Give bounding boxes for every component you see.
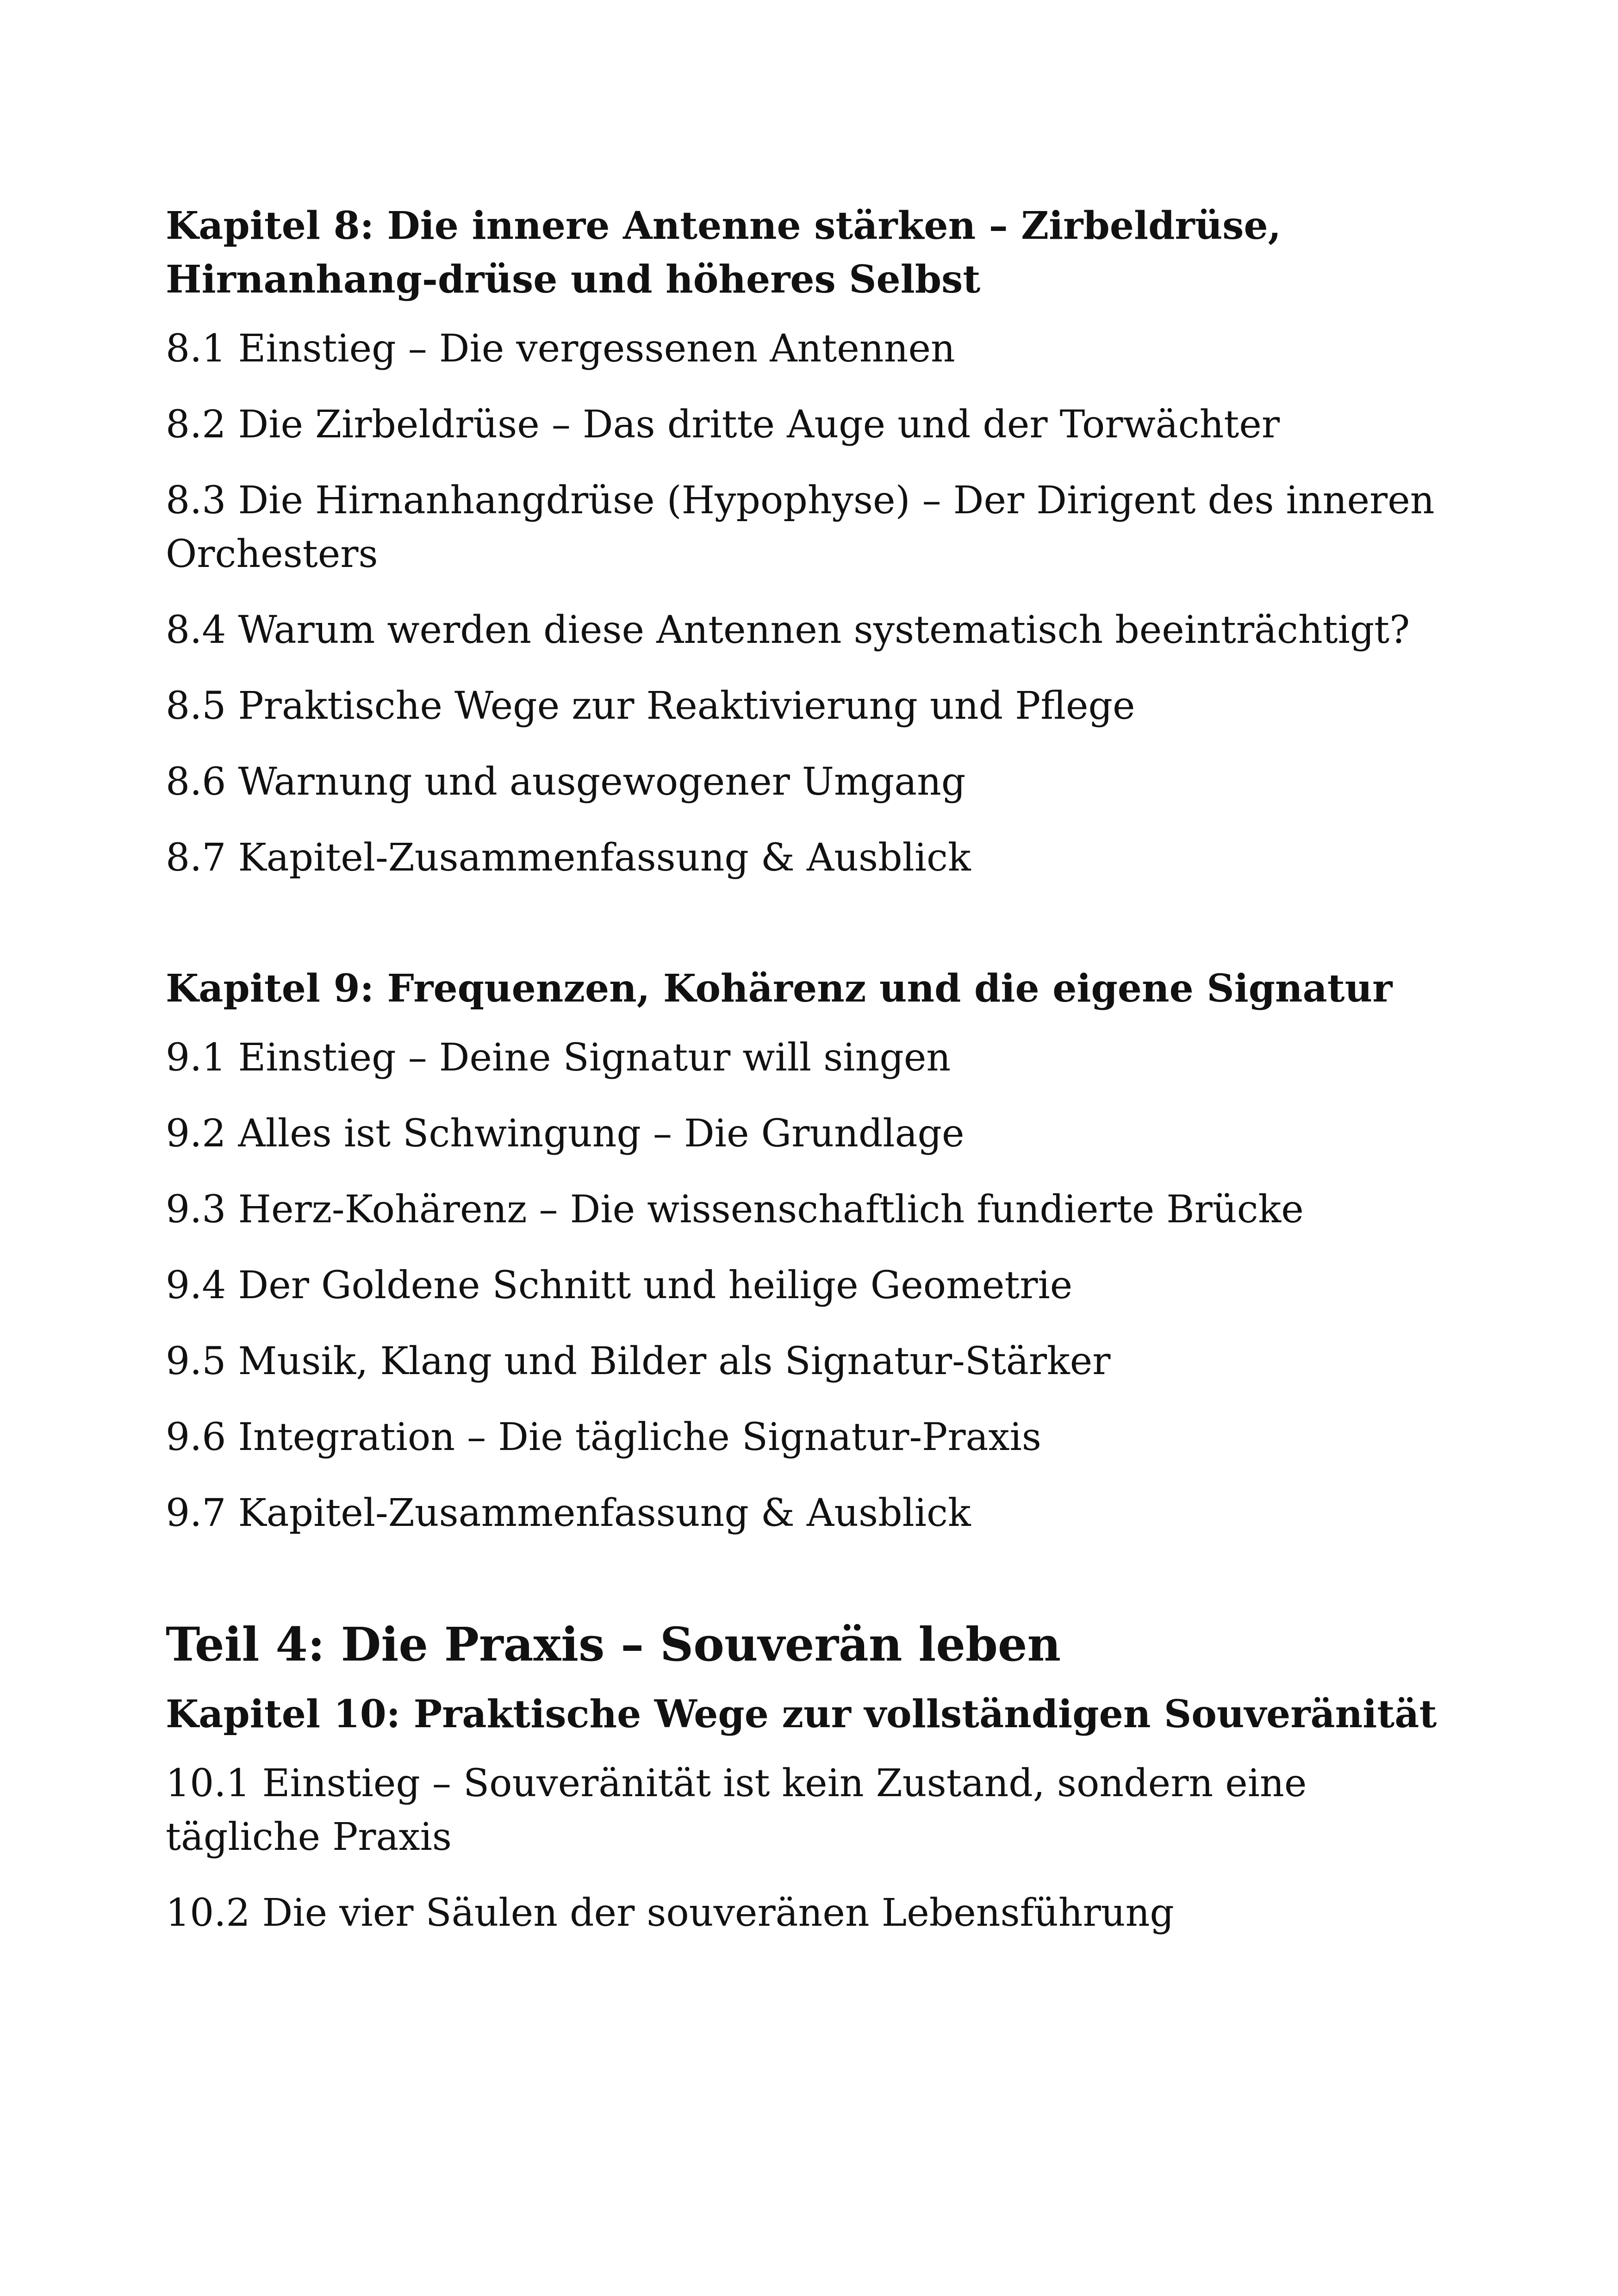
chapter-8-title: Kapitel 8: Die innere Antenne stärken – Zirbeldrüse, Hirnanhang-drüse und höheres Selbst <box>166 204 1282 302</box>
part-4-title: Teil 4: Die Praxis – Souverän leben <box>166 1617 1061 1672</box>
toc-entry-9-1: 9.1 Einstieg – Deine Signatur will singen <box>166 1036 951 1080</box>
part-4-section <box>166 1614 1457 1940</box>
toc-entry-9-7: 9.7 Kapitel-Zusammenfassung & Ausblick <box>166 1491 971 1535</box>
toc-entry-8-3: 8.3 Die Hirnanhangdrüse (Hypophyse) – Der Dirigent des inneren Orchesters <box>166 479 1435 576</box>
chapter-9-title: Kapitel 9: Frequenzen, Kohärenz und die eigene Signatur <box>166 966 1393 1011</box>
toc-entry-9-5: 9.5 Musik, Klang und Bilder als Signatur-Stärker <box>166 1339 1111 1383</box>
toc-entry-8-5: 8.5 Praktische Wege zur Reaktivierung und Pflege <box>166 684 1135 728</box>
section-spacer <box>166 1562 1457 1614</box>
toc-entry-9-2: 9.2 Alles ist Schwingung – Die Grundlage <box>166 1112 965 1156</box>
toc-entry-9-6: 9.6 Integration – Die tägliche Signatur-Praxis <box>166 1415 1041 1459</box>
chapter-8-section <box>166 199 1457 885</box>
table-of-contents-page <box>166 199 1457 1962</box>
section-spacer <box>166 907 1457 962</box>
toc-entry-8-7: 8.7 Kapitel-Zusammenfassung & Ausblick <box>166 836 971 880</box>
toc-entry-8-6: 8.6 Warnung und ausgewogener Umgang <box>166 760 966 804</box>
toc-entry-9-3: 9.3 Herz-Kohärenz – Die wissenschaftlich fundierte Brücke <box>166 1188 1304 1232</box>
toc-entry-10-1: 10.1 Einstieg – Souveränität ist kein Zustand, sondern eine tägliche Praxis <box>166 1761 1307 1859</box>
chapter-10-title: Kapitel 10: Praktische Wege zur vollständigen Souveränität <box>166 1692 1437 1736</box>
chapter-9-section <box>166 962 1457 1540</box>
toc-entry-8-1: 8.1 Einstieg – Die vergessenen Antennen <box>166 327 955 371</box>
toc-entry-9-4: 9.4 Der Goldene Schnitt und heilige Geometrie <box>166 1263 1073 1307</box>
toc-entry-8-4: 8.4 Warum werden diese Antennen systematisch beeinträchtigt? <box>166 608 1410 652</box>
toc-entry-10-2: 10.2 Die vier Säulen der souveränen Lebensführung <box>166 1891 1174 1935</box>
toc-entry-8-2: 8.2 Die Zirbeldrüse – Das dritte Auge und der Torwächter <box>166 403 1280 447</box>
